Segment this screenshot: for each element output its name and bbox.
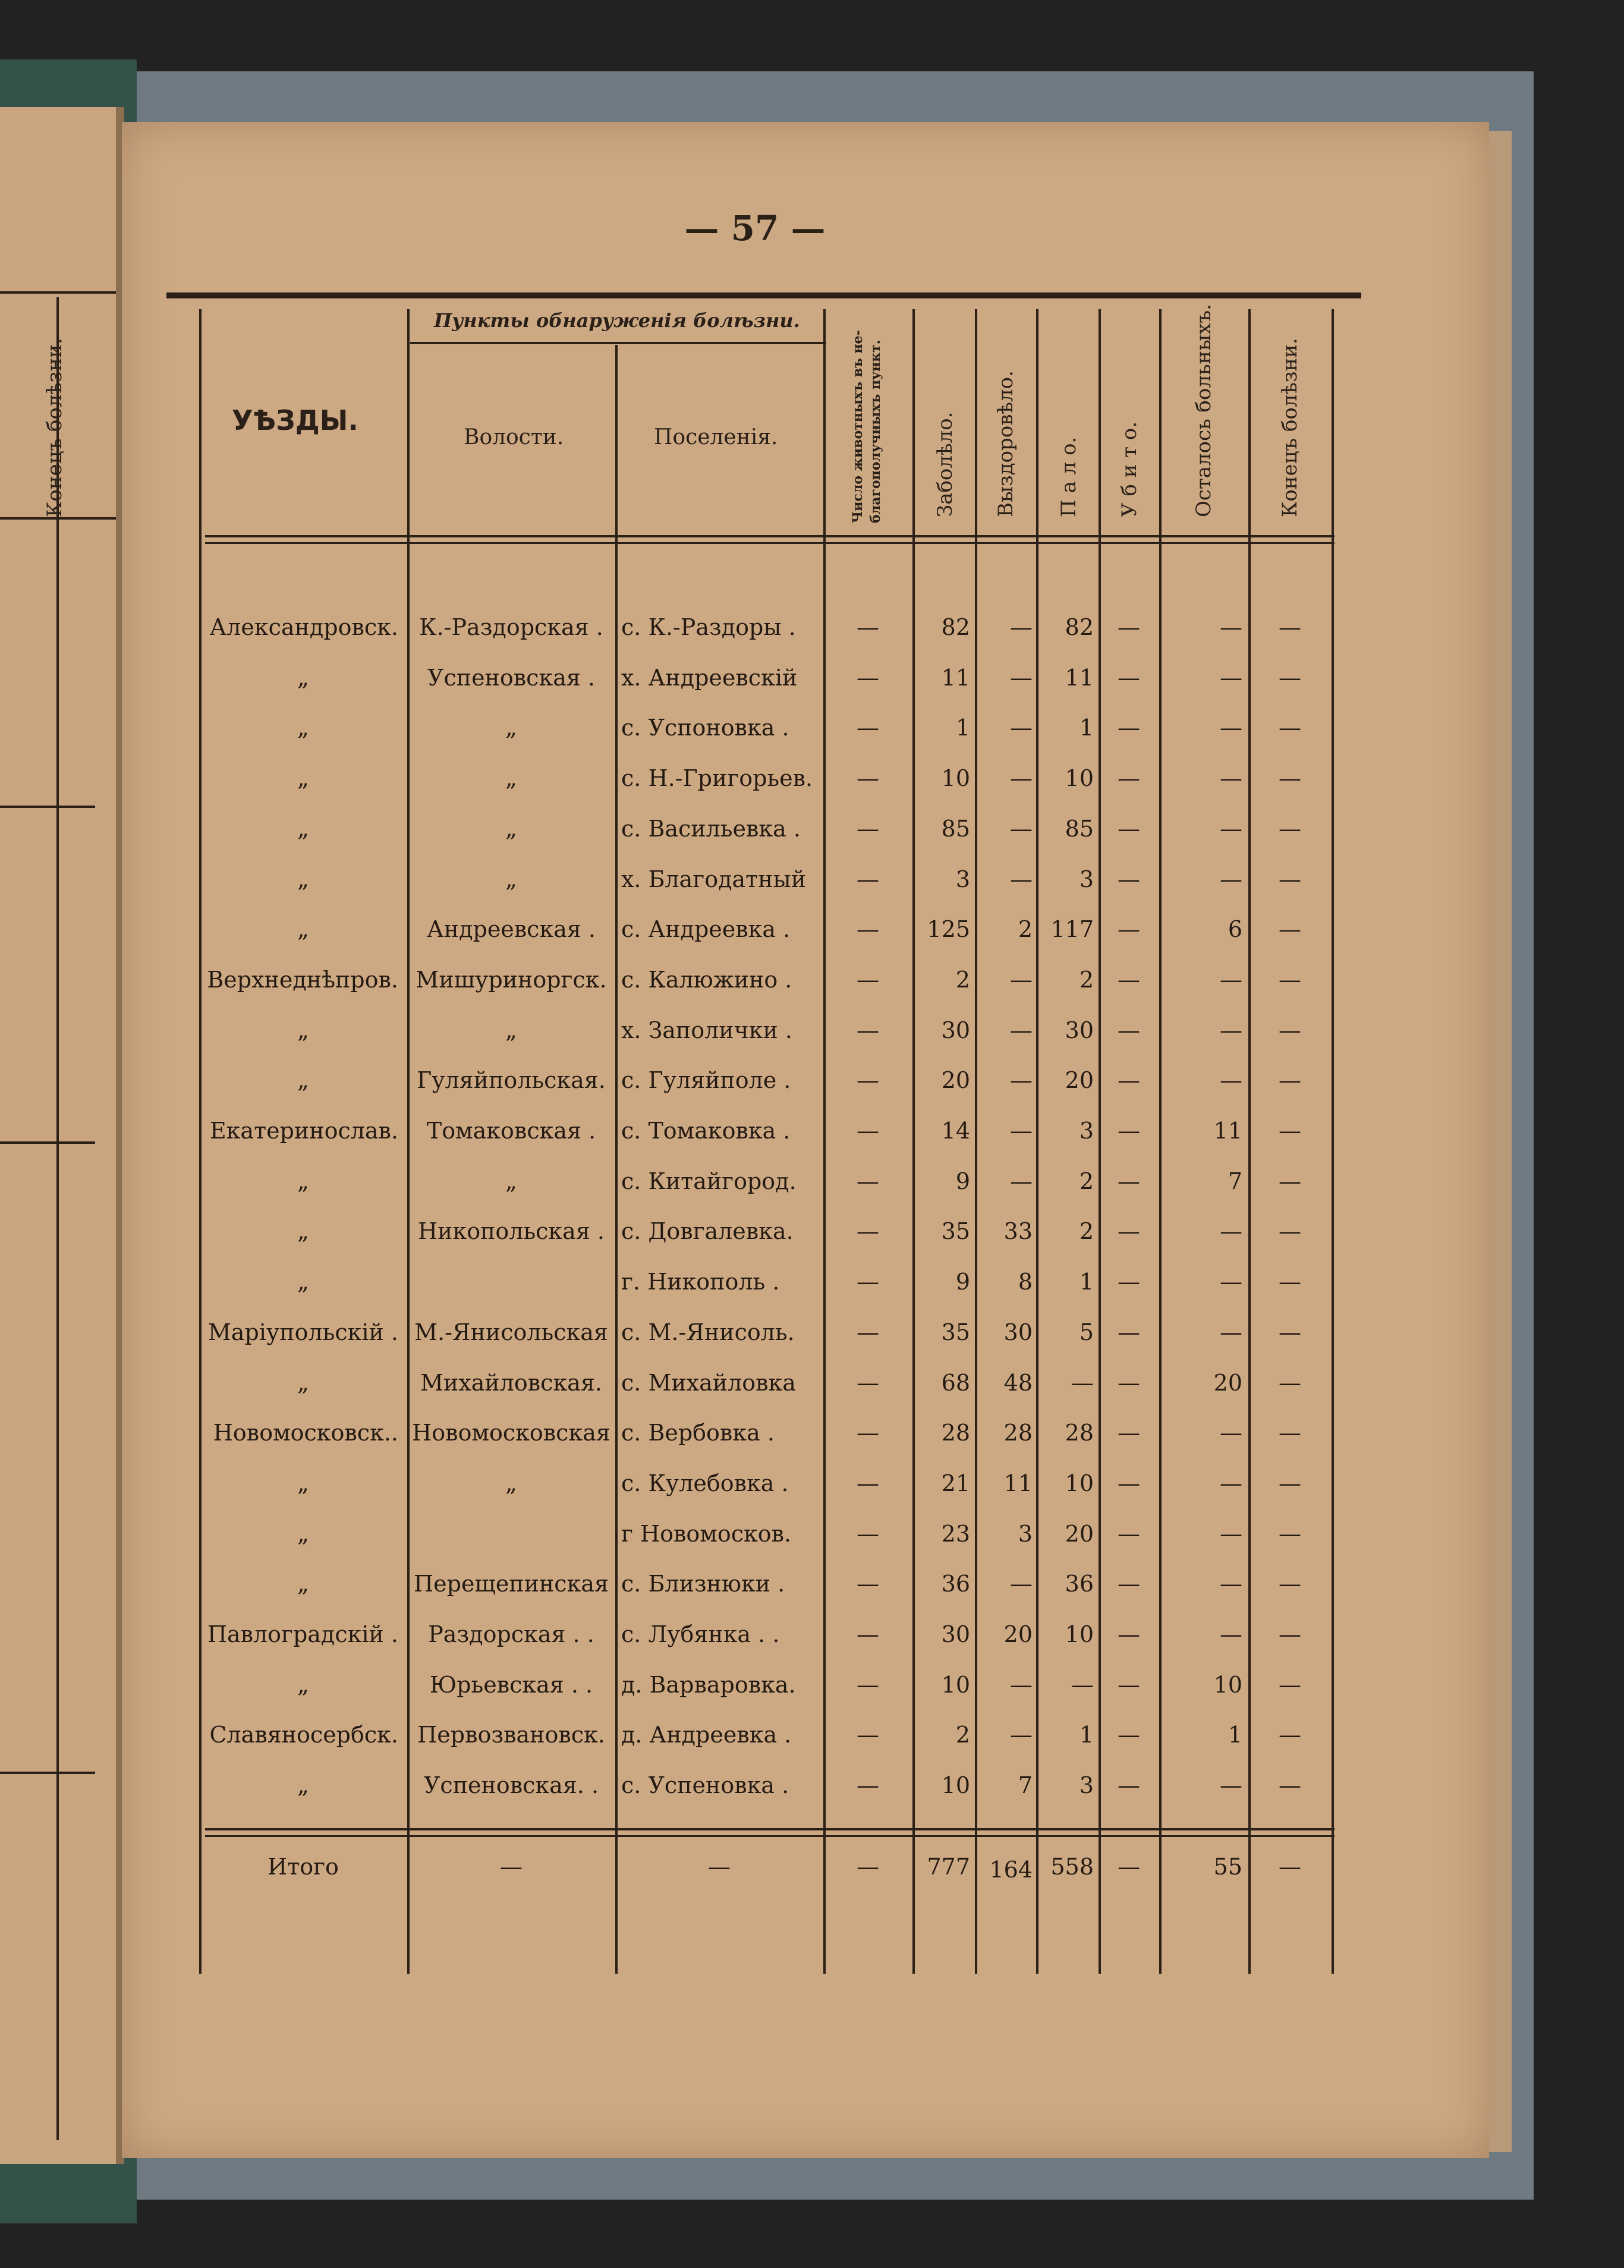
cell-volost: Юрьевская . . (429, 1672, 593, 1698)
cell-zabolelo: 9 (955, 1269, 970, 1295)
cell-volost: „ (505, 715, 517, 741)
header-vyzdorovelo: Выздоровѣло. (994, 370, 1018, 517)
cell-ostalos: — (1220, 816, 1242, 842)
cell-uezd: „ (297, 1470, 309, 1496)
cell-vyzdorovelo: — (1010, 765, 1033, 791)
cell-konets: — (1279, 1269, 1301, 1295)
cell-volost: Новомосковская (412, 1420, 610, 1446)
left-page-header: Конецъ болѣзни. (43, 338, 67, 517)
header-volosti: Волости. (464, 425, 564, 449)
page-number: — 57 — (684, 208, 826, 248)
cell-palo: 10 (1065, 1621, 1094, 1647)
cell-vyzdorovelo: — (1010, 1067, 1033, 1093)
cell-vyzdorovelo: — (1010, 1118, 1033, 1144)
cell-chislo: — (857, 765, 879, 791)
cell-chislo: — (857, 1168, 879, 1194)
cell-konets: — (1279, 765, 1301, 791)
header-poseleniya: Поселенія. (654, 425, 778, 449)
cell-poselenie: с. Успоновка . (621, 715, 789, 741)
cell-palo: 3 (1079, 1772, 1094, 1798)
cell-vyzdorovelo: 2 (1018, 916, 1033, 942)
cell-ubito: — (1118, 1118, 1140, 1144)
cell-zabolelo: 9 (955, 1168, 970, 1194)
cell-vyzdorovelo: — (1010, 1722, 1033, 1748)
cell-chislo: — (857, 967, 879, 993)
cell-zabolelo: 21 (941, 1470, 970, 1496)
cell-palo: 10 (1065, 1470, 1094, 1496)
cell-ostalos: — (1220, 1772, 1242, 1798)
cell-ubito: — (1118, 967, 1140, 993)
cell-poselenie: д. Варваровка. (621, 1672, 796, 1698)
header-chislo-line1: Число животныхъ въ не- (850, 330, 865, 523)
cell-poselenie: с. Васильевка . (621, 816, 801, 842)
cell-ostalos: — (1220, 1218, 1242, 1244)
cell-uezd: Верхнеднѣпров. (207, 967, 398, 993)
cell-vyzdorovelo: — (1010, 1168, 1033, 1194)
cell-ubito: — (1118, 1571, 1140, 1597)
cell-zabolelo: 82 (941, 614, 970, 640)
cell-volost: Первозвановск. (417, 1722, 605, 1748)
cell-volost: Михайловская. (420, 1370, 602, 1396)
cell-poselenie: х. Благодатный (621, 866, 807, 892)
cell-ubito: — (1118, 1621, 1140, 1647)
cell-konets: — (1279, 1067, 1301, 1093)
cell-ubito: — (1118, 1370, 1140, 1396)
cell-ubito: — (1118, 816, 1140, 842)
cell-volost: К.-Раздорская . (419, 614, 603, 640)
cell-chislo: — (857, 1319, 879, 1345)
cell-zabolelo: 10 (941, 1672, 970, 1698)
cell-uezd: „ (297, 1772, 309, 1798)
cell-vyzdorovelo: 20 (1003, 1621, 1033, 1647)
cell-chislo: — (857, 866, 879, 892)
cell-palo: 3 (1079, 866, 1094, 892)
cell-poselenie: с. Успеновка . (621, 1772, 789, 1798)
cell-ostalos: — (1220, 967, 1242, 993)
cell-volost: „ (505, 816, 517, 842)
cell-vyzdorovelo: 3 (1018, 1521, 1033, 1547)
cell-ubito: — (1118, 866, 1140, 892)
cell-vyzdorovelo: — (1010, 715, 1033, 741)
cell-poselenie: с. М.-Янисоль. (621, 1319, 795, 1345)
cell-zabolelo: 28 (941, 1420, 970, 1446)
cell-chislo: — (857, 816, 879, 842)
cell-chislo: — (857, 1420, 879, 1446)
cell-ubito: — (1118, 1672, 1140, 1698)
total-rule (205, 1828, 1335, 1830)
cell-chislo: — (857, 1722, 879, 1748)
cell-vyzdorovelo: — (1010, 967, 1033, 993)
cell-ostalos: 6 (1228, 916, 1242, 942)
cell-konets: — (1279, 1319, 1301, 1345)
cell-konets: — (1279, 1420, 1301, 1446)
cell-ostalos: — (1220, 1420, 1242, 1446)
cell-poselenie: с. Н.-Григорьев. (621, 765, 813, 791)
cell-uezd: „ (297, 765, 309, 791)
cell-palo: 11 (1065, 665, 1094, 691)
cell-ubito: — (1118, 1218, 1140, 1244)
header-subrule (410, 342, 826, 344)
total-konets: — (1279, 1854, 1301, 1880)
cell-ubito: — (1118, 665, 1140, 691)
cell-konets: — (1279, 1470, 1301, 1496)
cell-ubito: — (1118, 1420, 1140, 1446)
cell-konets: — (1279, 715, 1301, 741)
total-ubito: — (1118, 1854, 1140, 1880)
cell-zabolelo: 20 (941, 1067, 970, 1093)
cell-konets: — (1279, 1168, 1301, 1194)
cell-uezd: Новомосковск.. (213, 1420, 398, 1446)
cell-zabolelo: 36 (941, 1571, 970, 1597)
cell-ostalos: 20 (1213, 1370, 1242, 1396)
cell-palo: 5 (1079, 1319, 1094, 1345)
cell-zabolelo: 23 (941, 1521, 970, 1547)
cell-poselenie: с. Калюжино . (621, 967, 792, 993)
cell-chislo: — (857, 614, 879, 640)
cell-ostalos: 1 (1228, 1722, 1242, 1748)
cell-volost: „ (505, 765, 517, 791)
cell-uezd: „ (297, 916, 309, 942)
cell-vyzdorovelo: 11 (1003, 1470, 1033, 1496)
cell-volost: М.-Янисольская (414, 1319, 608, 1345)
cell-volost: Андреевская . (426, 916, 596, 942)
cell-poselenie: х. Заполички . (621, 1017, 792, 1043)
cell-zabolelo: 35 (941, 1218, 970, 1244)
total-label: Итого (267, 1854, 339, 1880)
cell-vyzdorovelo: — (1010, 1571, 1033, 1597)
cell-ubito: — (1118, 1067, 1140, 1093)
cell-vyzdorovelo: 33 (1003, 1218, 1033, 1244)
cell-konets: — (1279, 1118, 1301, 1144)
cell-chislo: — (857, 665, 879, 691)
page-edges (1486, 131, 1512, 2152)
cell-palo: 2 (1079, 967, 1094, 993)
cell-uezd: „ (297, 1168, 309, 1194)
header-konets: Конецъ болѣзни. (1278, 338, 1302, 517)
cell-konets: — (1279, 967, 1301, 993)
cell-ostalos: — (1220, 1571, 1242, 1597)
cell-konets: — (1279, 1722, 1301, 1748)
cell-ostalos: — (1220, 1319, 1242, 1345)
cell-volost: Успеновская . (427, 665, 595, 691)
cell-ubito: — (1118, 765, 1140, 791)
cell-ubito: — (1118, 1722, 1140, 1748)
cell-volost: Раздорская . . (428, 1621, 594, 1647)
cell-zabolelo: 68 (941, 1370, 970, 1396)
cell-vyzdorovelo: — (1010, 614, 1033, 640)
cell-volost: „ (505, 1017, 517, 1043)
total-ostalos: 55 (1213, 1854, 1242, 1880)
cell-poselenie: с. Китайгород. (621, 1168, 797, 1194)
cell-chislo: — (857, 1269, 879, 1295)
cell-palo: 117 (1050, 916, 1094, 942)
cell-palo: 2 (1079, 1218, 1094, 1244)
cell-ubito: — (1118, 1168, 1140, 1194)
cell-poselenie: с. Томаковка . (621, 1118, 791, 1144)
cell-chislo: — (857, 1218, 879, 1244)
cell-uezd: „ (297, 715, 309, 741)
total-poselenie: — (708, 1854, 731, 1880)
cell-konets: — (1279, 1370, 1301, 1396)
cell-konets: — (1279, 866, 1301, 892)
cell-uezd: „ (297, 816, 309, 842)
cell-zabolelo: 30 (941, 1621, 970, 1647)
total-zabolelo: 777 (927, 1854, 970, 1880)
cell-ubito: — (1118, 1319, 1140, 1345)
cell-ostalos: 11 (1213, 1118, 1242, 1144)
cell-chislo: — (857, 1118, 879, 1144)
cell-vyzdorovelo: — (1010, 1672, 1033, 1698)
cell-palo: 82 (1065, 614, 1094, 640)
cell-zabolelo: 2 (955, 967, 970, 993)
cell-konets: — (1279, 916, 1301, 942)
cell-palo: 30 (1065, 1017, 1094, 1043)
cell-uezd: „ (297, 1017, 309, 1043)
cell-poselenie: д. Андреевка . (621, 1722, 792, 1748)
cell-volost: „ (505, 1470, 517, 1496)
cell-poselenie: г Новомосков. (621, 1521, 792, 1547)
cell-ostalos: — (1220, 614, 1242, 640)
cell-vyzdorovelo: — (1010, 866, 1033, 892)
header-uezdy: УѢЗДЫ. (232, 404, 358, 436)
header-chislo-line2: благополучныхъ пункт. (868, 339, 883, 523)
cell-konets: — (1279, 1218, 1301, 1244)
cell-ostalos: — (1220, 665, 1242, 691)
cell-vyzdorovelo: — (1010, 1017, 1033, 1043)
cell-konets: — (1279, 1772, 1301, 1798)
header-ubito: У б и т о. (1118, 421, 1141, 517)
cell-volost: Томаковская . (426, 1118, 596, 1144)
cell-uezd: „ (297, 1370, 309, 1396)
cell-uezd: „ (297, 1672, 309, 1698)
cell-palo: 2 (1079, 1168, 1094, 1194)
total-palo: 558 (1050, 1854, 1094, 1880)
cell-konets: — (1279, 665, 1301, 691)
cell-zabolelo: 2 (955, 1722, 970, 1748)
cell-zabolelo: 1 (955, 715, 970, 741)
cell-zabolelo: 35 (941, 1319, 970, 1345)
cell-uezd: „ (297, 665, 309, 691)
cell-uezd: „ (297, 866, 309, 892)
cell-poselenie: с. Кулебовка . (621, 1470, 789, 1496)
cell-vyzdorovelo: — (1010, 665, 1033, 691)
cell-uezd: „ (297, 1067, 309, 1093)
cell-ostalos: — (1220, 1017, 1242, 1043)
header-punkty: Пункты обнаруженія болѣзни. (434, 309, 800, 332)
cell-poselenie: х. Андреевскій (621, 665, 798, 691)
cell-volost: „ (505, 866, 517, 892)
cell-zabolelo: 30 (941, 1017, 970, 1043)
cell-vyzdorovelo: 28 (1003, 1420, 1033, 1446)
cell-zabolelo: 14 (941, 1118, 970, 1144)
cell-poselenie: с. К.-Раздоры . (621, 614, 796, 640)
cell-zabolelo: 3 (955, 866, 970, 892)
cell-palo: 1 (1079, 1269, 1094, 1295)
cell-palo: 20 (1065, 1521, 1094, 1547)
cell-konets: — (1279, 1017, 1301, 1043)
cell-ostalos: — (1220, 1067, 1242, 1093)
cell-uezd: Славяносербск. (209, 1722, 398, 1748)
cell-ostalos: — (1220, 715, 1242, 741)
cell-poselenie: г. Никополь . (621, 1269, 780, 1295)
header-ostalos: Осталось больныхъ. (1192, 304, 1216, 517)
cell-volost: Успеновская. . (423, 1772, 599, 1798)
cell-vyzdorovelo: 7 (1018, 1772, 1033, 1798)
cell-volost: Никопольская . (418, 1218, 605, 1244)
cell-poselenie: с. Гуляйполе . (621, 1067, 791, 1093)
cell-uezd: „ (297, 1521, 309, 1547)
header-bottom-rule (205, 535, 1335, 537)
cell-uezd: Маріупольскій . (207, 1319, 398, 1345)
left-page (0, 107, 124, 2164)
cell-chislo: — (857, 916, 879, 942)
cell-poselenie: с. Андреевка . (621, 916, 791, 942)
cell-zabolelo: 10 (941, 1772, 970, 1798)
cell-poselenie: с. Довгалевка. (621, 1218, 794, 1244)
cell-konets: — (1279, 1672, 1301, 1698)
cell-chislo: — (857, 1571, 879, 1597)
cell-konets: — (1279, 1571, 1301, 1597)
header-palo: П а л о. (1057, 436, 1081, 517)
cell-uezd: „ (297, 1571, 309, 1597)
total-volost: — (500, 1854, 523, 1880)
cell-konets: — (1279, 1521, 1301, 1547)
cell-zabolelo: 125 (927, 916, 970, 942)
cell-ostalos: — (1220, 1521, 1242, 1547)
cell-palo: 20 (1065, 1067, 1094, 1093)
cell-palo: — (1071, 1370, 1094, 1396)
cell-ubito: — (1118, 1269, 1140, 1295)
cell-chislo: — (857, 1621, 879, 1647)
cell-palo: 10 (1065, 765, 1094, 791)
cell-palo: — (1071, 1672, 1094, 1698)
cell-chislo: — (857, 1772, 879, 1798)
cell-ostalos: — (1220, 1269, 1242, 1295)
cell-ubito: — (1118, 916, 1140, 942)
table-top-rule (166, 292, 1361, 298)
cell-chislo: — (857, 715, 879, 741)
cell-volost: Гуляйпольская. (417, 1067, 606, 1093)
cell-ubito: — (1118, 1521, 1140, 1547)
cell-ostalos: 10 (1213, 1672, 1242, 1698)
cell-chislo: — (857, 1521, 879, 1547)
header-zabolelo: Заболѣло. (933, 411, 957, 517)
cell-vyzdorovelo: — (1010, 816, 1033, 842)
cell-poselenie: с. Вербовка . (621, 1420, 775, 1446)
cell-volost: Мишуриноргск. (416, 967, 607, 993)
cell-volost: „ (505, 1168, 517, 1194)
cell-ubito: — (1118, 614, 1140, 640)
cell-vyzdorovelo: 48 (1003, 1370, 1033, 1396)
cell-konets: — (1279, 1621, 1301, 1647)
cell-chislo: — (857, 1017, 879, 1043)
cell-volost: Перещепинская (414, 1571, 609, 1597)
cell-ubito: — (1118, 1772, 1140, 1798)
cell-uezd: Екатеринослав. (209, 1118, 398, 1144)
cell-ostalos: — (1220, 866, 1242, 892)
cell-zabolelo: 11 (941, 665, 970, 691)
cell-uezd: Павлоградскій . (207, 1621, 398, 1647)
cell-poselenie: с. Близнюки . (621, 1571, 785, 1597)
cell-konets: — (1279, 816, 1301, 842)
cell-palo: 3 (1079, 1118, 1094, 1144)
cell-ostalos: — (1220, 1621, 1242, 1647)
cell-poselenie: с. Лубянка . . (621, 1621, 780, 1647)
cell-chislo: — (857, 1470, 879, 1496)
cell-uezd: „ (297, 1218, 309, 1244)
cell-poselenie: с. Михайловка (621, 1370, 796, 1396)
cell-chislo: — (857, 1067, 879, 1093)
cell-zabolelo: 10 (941, 765, 970, 791)
cell-chislo: — (857, 1370, 879, 1396)
cell-palo: 1 (1079, 1722, 1094, 1748)
cell-palo: 28 (1065, 1420, 1094, 1446)
cell-ostalos: 7 (1228, 1168, 1242, 1194)
total-vyzdorovelo: 164 (989, 1857, 1033, 1883)
cell-ubito: — (1118, 715, 1140, 741)
cell-palo: 36 (1065, 1571, 1094, 1597)
cell-ubito: — (1118, 1470, 1140, 1496)
cell-chislo: — (857, 1672, 879, 1698)
cell-uezd: Александровск. (209, 614, 398, 640)
cell-ubito: — (1118, 1017, 1140, 1043)
cell-vyzdorovelo: 8 (1018, 1269, 1033, 1295)
cell-uezd: „ (297, 1269, 309, 1295)
total-chislo: — (857, 1854, 879, 1880)
cell-ostalos: — (1220, 765, 1242, 791)
cell-palo: 1 (1079, 715, 1094, 741)
cell-konets: — (1279, 614, 1301, 640)
cell-vyzdorovelo: 30 (1003, 1319, 1033, 1345)
cell-zabolelo: 85 (941, 816, 970, 842)
cell-ostalos: — (1220, 1470, 1242, 1496)
cell-palo: 85 (1065, 816, 1094, 842)
